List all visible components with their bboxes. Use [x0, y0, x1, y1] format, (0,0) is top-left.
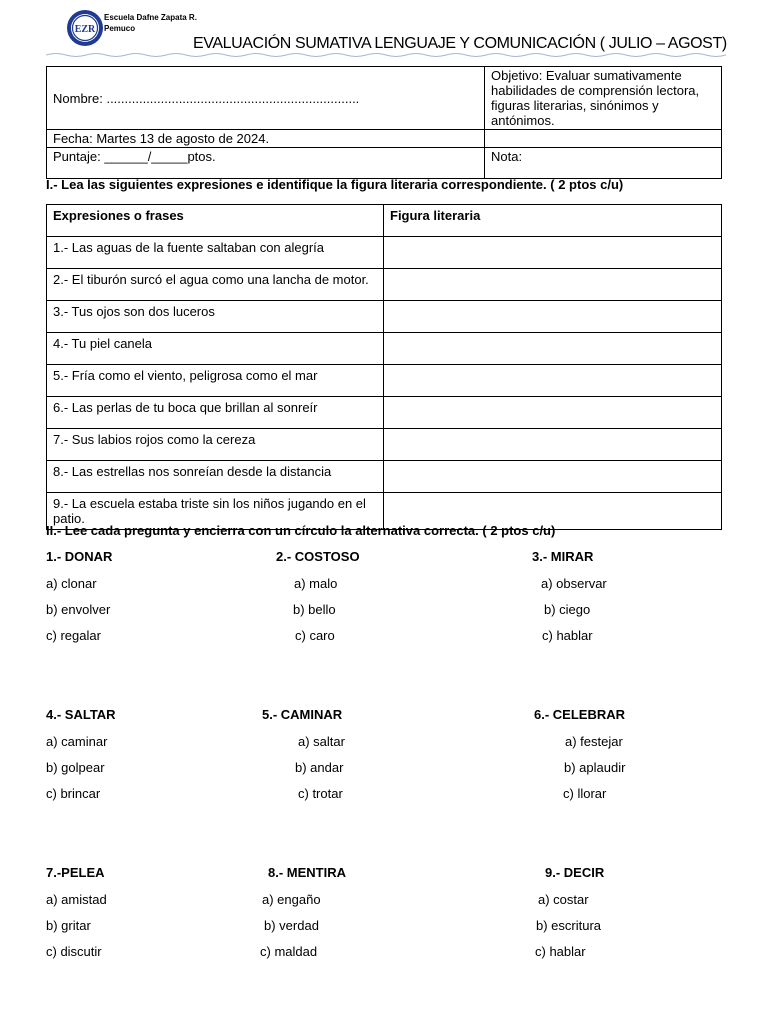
document-title: EVALUACIÓN SUMATIVA LENGUAJE Y COMUNICACIÓN ( JULIO – AGOST) [193, 35, 727, 52]
answer-cell[interactable] [384, 269, 722, 301]
answer-option[interactable]: b) envolver [46, 602, 111, 617]
answer-option[interactable]: b) bello [293, 602, 336, 617]
answer-option[interactable]: b) aplaudir [564, 760, 626, 775]
question-heading: 1.- DONAR [46, 549, 113, 564]
answer-option[interactable]: a) clonar [46, 576, 97, 591]
answer-option[interactable]: c) hablar [535, 944, 586, 959]
question-heading: 2.- COSTOSO [276, 549, 360, 564]
answer-option[interactable]: a) costar [538, 892, 589, 907]
answer-option[interactable]: c) discutir [46, 944, 102, 959]
answer-option[interactable]: c) hablar [542, 628, 593, 643]
student-info-table [46, 66, 722, 179]
school-name-line2: Pemuco [104, 24, 136, 33]
table-row [47, 397, 722, 429]
question-heading: 5.- CAMINAR [262, 707, 343, 722]
question-heading: 8.- MENTIRA [268, 865, 346, 880]
answer-option[interactable]: a) malo [294, 576, 338, 591]
answer-option[interactable]: c) regalar [46, 628, 101, 643]
answer-cell[interactable] [384, 237, 722, 269]
empty-cell [485, 130, 722, 148]
puntaje-field[interactable]: Puntaje: ______/_____ptos. [47, 148, 485, 179]
answer-cell[interactable] [384, 429, 722, 461]
column-header-figura: Figura literaria [384, 205, 722, 237]
school-name [104, 12, 197, 34]
expresion-cell: 5.- Fría como el viento, peligrosa como el mar [47, 365, 384, 397]
answer-cell[interactable] [384, 333, 722, 365]
answer-option[interactable]: b) escritura [536, 918, 602, 933]
table-row [47, 269, 722, 301]
nota-field[interactable]: Nota: [485, 148, 722, 179]
answer-cell[interactable] [384, 301, 722, 333]
answer-option[interactable]: c) maldad [260, 944, 318, 959]
table-header-row [47, 205, 722, 237]
table-row [47, 461, 722, 493]
question-heading: 7.-PELEA [46, 865, 105, 880]
table-row [47, 429, 722, 461]
section-2-title: II.- Lee cada pregunta y encierra con un círculo la alternativa correcta. ( 2 ptos c/u) [46, 523, 556, 538]
answer-option[interactable]: a) amistad [46, 892, 107, 907]
table-row [47, 301, 722, 333]
answer-option[interactable]: c) trotar [298, 786, 343, 801]
expresion-cell: 8.- Las estrellas nos sonreían desde la distancia [47, 461, 384, 493]
answer-cell[interactable] [384, 365, 722, 397]
answer-option[interactable]: a) engaño [262, 892, 321, 907]
question-heading: 4.- SALTAR [46, 707, 116, 722]
answer-option[interactable]: a) observar [541, 576, 607, 591]
answer-option[interactable]: b) ciego [544, 602, 591, 617]
answer-cell[interactable] [384, 397, 722, 429]
title-underline [46, 52, 726, 58]
answer-option[interactable]: b) golpear [46, 760, 105, 775]
question-heading: 6.- CELEBRAR [534, 707, 626, 722]
expresion-cell: 9.- La escuela estaba triste sin los niños jugando en el patio. [47, 493, 384, 530]
objetivo-text: Objetivo: Evaluar sumativamente habilidades de comprensión lectora, figuras literarias, sinónimos y antónimos. [485, 67, 722, 130]
answer-option[interactable]: c) brincar [46, 786, 101, 801]
table-row [47, 237, 722, 269]
expresion-cell: 1.- Las aguas de la fuente saltaban con alegría [47, 237, 384, 269]
answer-option[interactable]: a) festejar [565, 734, 623, 749]
answer-option[interactable]: b) verdad [264, 918, 319, 933]
answer-option[interactable]: b) gritar [46, 918, 91, 933]
fecha-text: Fecha: Martes 13 de agosto de 2024. [47, 130, 485, 148]
expresion-cell: 3.- Tus ojos son dos luceros [47, 301, 384, 333]
question-heading: 3.- MIRAR [532, 549, 594, 564]
figuras-literarias-table [46, 204, 722, 530]
answer-option[interactable]: a) saltar [298, 734, 345, 749]
table-row [47, 365, 722, 397]
school-name-line1: Escuela Dafne Zapata R. [104, 13, 197, 22]
expresion-cell: 4.- Tu piel canela [47, 333, 384, 365]
answer-cell[interactable] [384, 461, 722, 493]
question-heading: 9.- DECIR [545, 865, 605, 880]
answer-option[interactable]: a) caminar [46, 734, 108, 749]
answer-option[interactable]: c) llorar [563, 786, 607, 801]
section-1-title: I.- Lea las siguientes expresiones e identifique la figura literaria correspondiente. ( 2 ptos c/u) [46, 177, 624, 192]
expresion-cell: 7.- Sus labios rojos como la cereza [47, 429, 384, 461]
school-logo [66, 9, 104, 47]
table-row [47, 333, 722, 365]
expresion-cell: 2.- El tiburón surcó el agua como una lancha de motor. [47, 269, 384, 301]
answer-option[interactable]: c) caro [295, 628, 335, 643]
column-header-expresiones: Expresiones o frases [47, 205, 384, 237]
expresion-cell: 6.- Las perlas de tu boca que brillan al sonreír [47, 397, 384, 429]
answer-option[interactable]: b) andar [295, 760, 344, 775]
nombre-field[interactable]: Nombre: ...................................................................... [47, 67, 485, 130]
logo-text: EZR [74, 24, 96, 35]
